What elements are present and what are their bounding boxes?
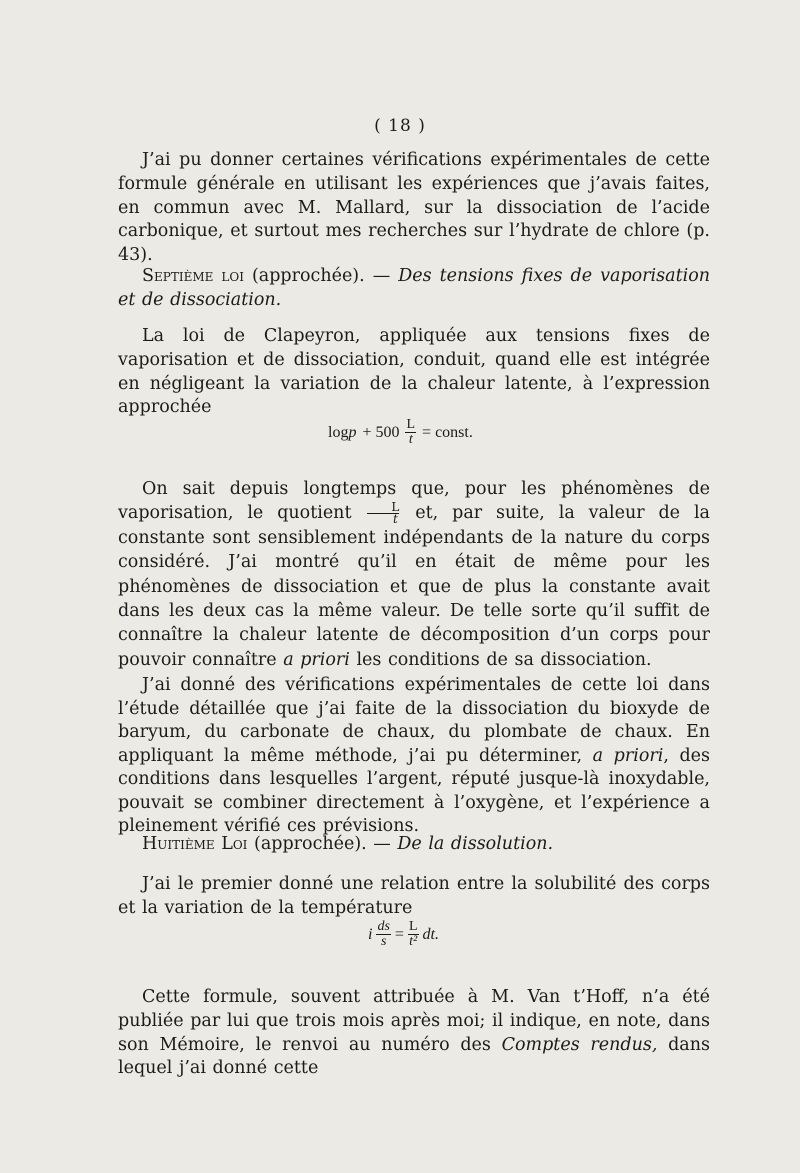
page-number: ( 18 ) [374,116,426,136]
eq2-i: i [368,925,373,943]
paragraph-3: On sait depuis longtemps que, pour les phénomènes de vaporisation, le quotient $\frac{L}{t}$ et, par suite, la valeur de la constante sont sensiblement indépendants de la nature du corps considéré. J’ai montré qu’il en était de même pour les phénomènes de dissociation et que de plus la constante avait dans les deux cas la même valeur. De telle sorte qu’il suffit de connaître la chaleur latente de décomposition d’un corps pour pouvoir connaître a priori les conditions de sa dissociation. [118,479,710,670]
law-8-label: Huitième Loi [142,834,248,854]
eq2-fraction-1: $\frac{ds}{s}$ [377,919,390,949]
law-8-heading [118,833,710,857]
quotient-fraction: $\frac{L}{t}$ [367,502,399,525]
paragraph-4-block [118,674,710,839]
law-7-heading-block [118,265,710,313]
eq2-equals: = [394,925,404,943]
equation-clapeyron [328,418,473,447]
eq1-fraction: $\frac{L}{t}$ [406,417,416,447]
law-7-label: Septième loi [142,266,244,286]
paragraph-1-block [118,149,710,268]
paragraph-4: J’ai donné des vérifications expérimentales de cette loi dans l’étude détaillée que j’ai faite de la dissociation du bioxyde de baryum, du carbonate de chaux, du plombate de chaux. En appliquant la même méthode, j’ai pu déterminer, a priori, des conditions dans lesquelles l’argent, réputé jusque-là inoxydable, pouvait se combiner directement à l’oxygène, et l’expérience a pleinement vérifié ces prévisions. [118,675,710,836]
equation-solubility [368,920,439,949]
law-8-title: De la dissolution. [397,834,554,854]
paragraph-5: J’ai le premier donné une relation entre la solubilité des corps et la variation de la température [118,874,710,918]
law-7-title: Des tensions fixes de vaporisation et de dissociation. [118,266,710,310]
paragraph-6-block [118,986,710,1081]
law-8-qualifier: (approchée). — [247,834,398,854]
eq1-term: + 500 [362,423,400,441]
eq1-right: = const. [422,423,473,441]
paragraph-2-block [118,325,710,420]
paragraph-1: J’ai pu donner certaines vérifications expérimentales de cette formule générale en utilisant les expériences que j’avais faites, en commun avec M. Mallard, sur la dissociation de l’acide carbonique, et surtout mes recherches sur l’hydrate de chlore (p. 43). [118,150,710,266]
paragraph-2: La loi de Clapeyron, appliquée aux tensions fixes de vaporisation et de dissociation, conduit, quand elle est intégrée en négligeant la variation de la chaleur latente, à l’expression approchée [118,326,710,418]
eq1-log: logp [328,423,357,441]
eq2-dt: dt. [422,925,439,943]
law-8-heading-block [118,833,710,857]
paragraph-3-block [118,477,710,672]
paragraph-6: Cette formule, souvent attribuée à M. Van t’Hoff, n’a été publiée par lui que trois mois après moi; il indique, en note, dans son Mémoire, le renvoi au numéro des Comptes rendus, dans lequel j’ai donné cette [118,987,710,1079]
paragraph-5-block [118,873,710,921]
law-7-qualifier: (approchée). — [243,266,399,286]
eq2-fraction-2: $\frac{L}{\text{t²}}$ [408,919,418,949]
law-7-heading [118,265,710,313]
